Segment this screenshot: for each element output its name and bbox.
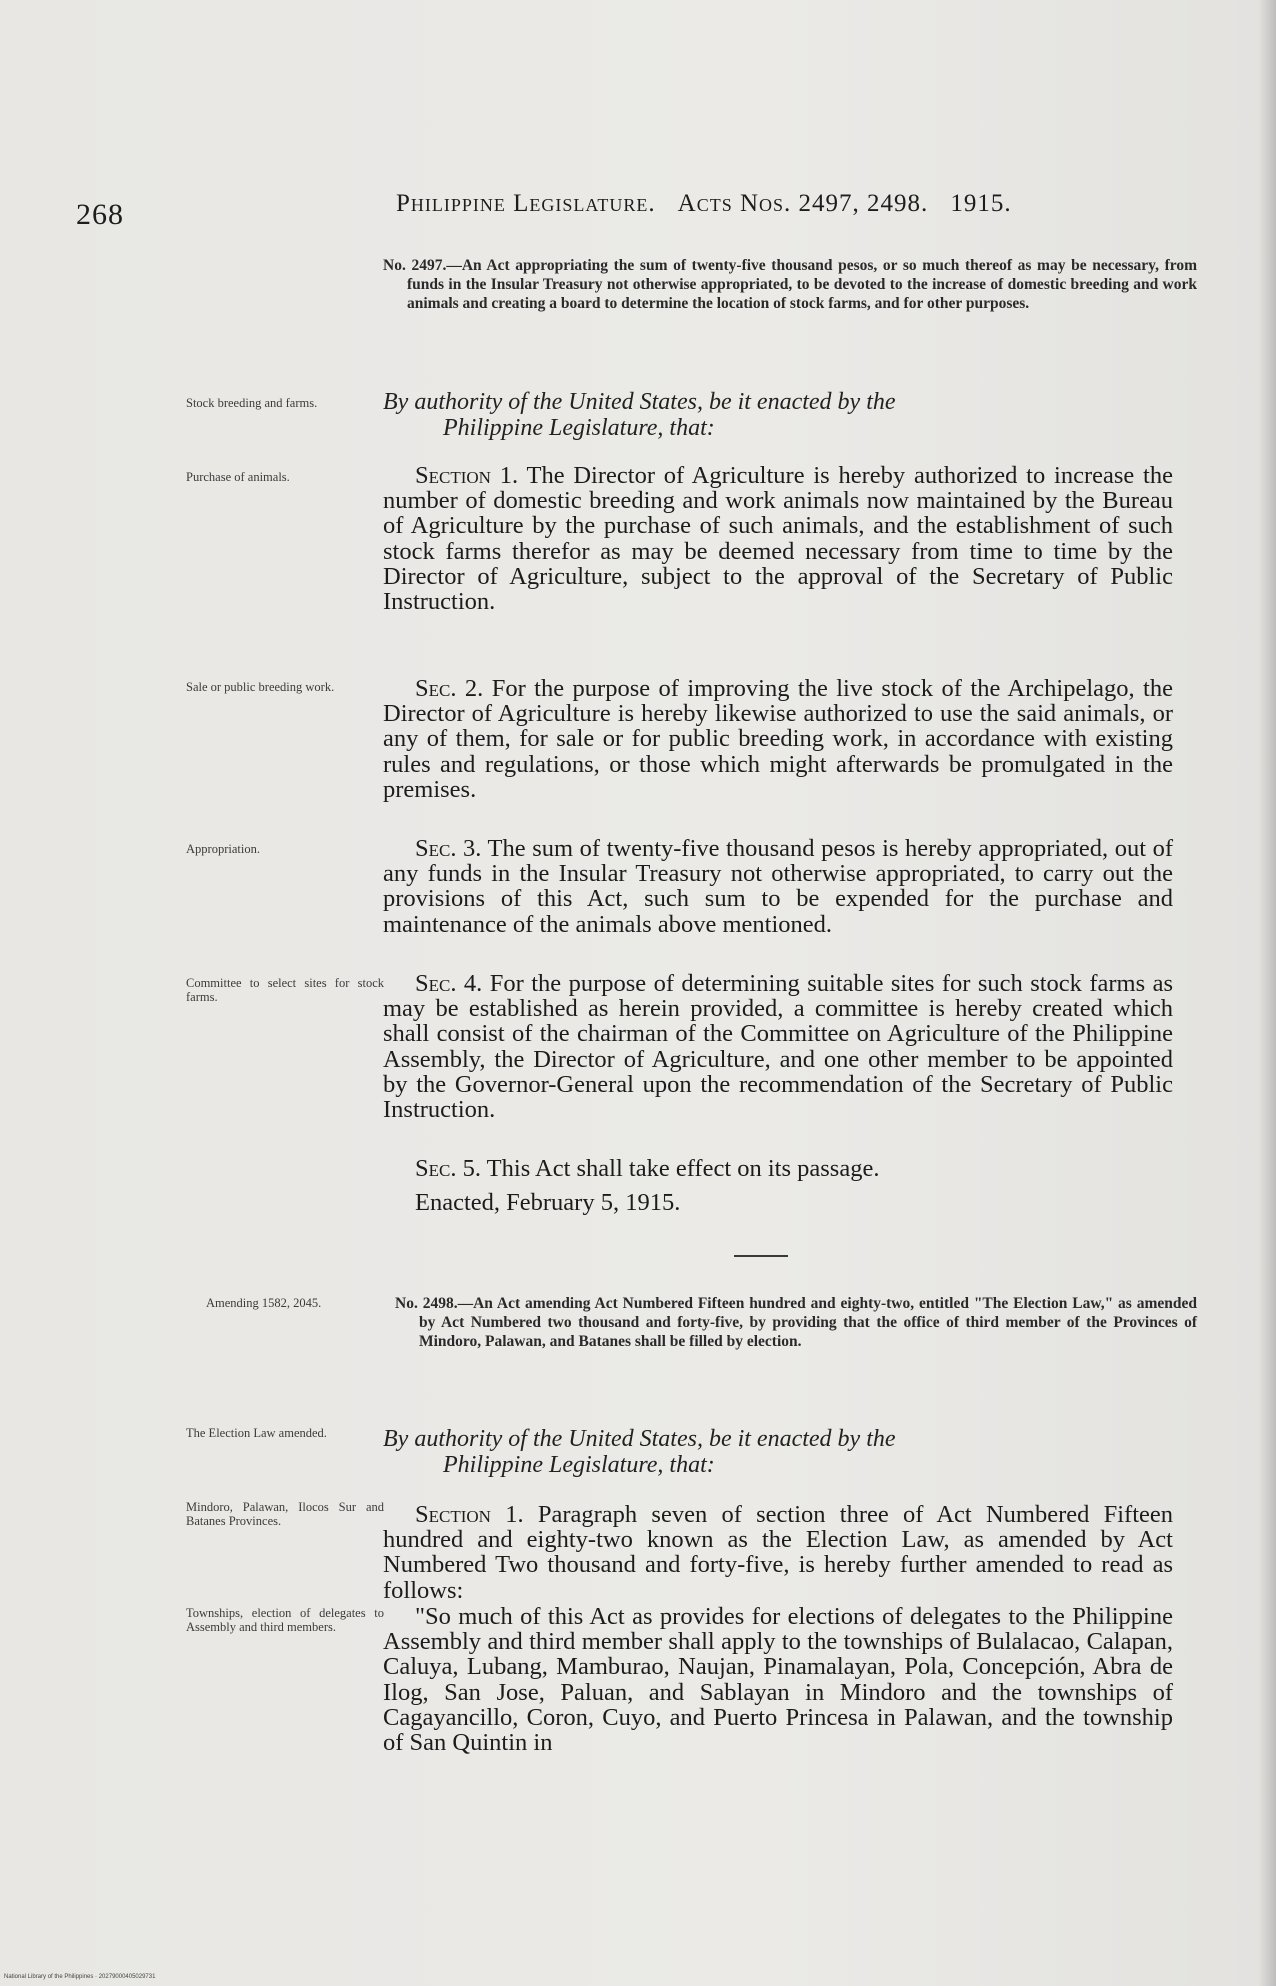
section-2-lead: Sec. 2. bbox=[415, 675, 484, 702]
scan-footer-label: National Library of the Philippines · 20279000405029731 bbox=[4, 1974, 156, 1980]
margin-note-appropriation: Appropriation. bbox=[186, 842, 260, 856]
enacting-line-2: Philippine Legislature, that: bbox=[443, 1452, 715, 1478]
margin-note-stock-breeding: Stock breeding and farms. bbox=[186, 396, 318, 410]
act-2497-title-text: —An Act appropriating the sum of twenty-five thousand pesos, or so much thereof as may be necessary, from funds in the Insular Treasury not otherwise appropriated, to be devoted to the increase of domestic breeding and work animals and creating a board to determine the location of stock farms, and for other purposes. bbox=[407, 257, 1197, 312]
margin-note-election-law: The Election Law amended. bbox=[186, 1426, 327, 1440]
enacting-line-1: By authority of the United States, be it enacted by the bbox=[383, 1426, 896, 1452]
margin-note-committee: Committee to select sites for stock farms. bbox=[186, 976, 384, 1004]
running-head-year: 1915. bbox=[950, 190, 1012, 217]
act-2498-number: No. 2498. bbox=[395, 1295, 458, 1312]
margin-note-provinces: Mindoro, Palawan, Ilocos Sur and Batanes Provinces. bbox=[186, 1500, 384, 1528]
act-2498-section-1 bbox=[383, 1502, 1173, 1603]
running-head-legislature: Philippine Legislature. bbox=[396, 190, 656, 217]
act-2497-title bbox=[383, 256, 1197, 313]
enacting-line-2: Philippine Legislature, that: bbox=[443, 415, 715, 441]
section-1-text: The Director of Agriculture is hereby authorized to increase the number of domestic breeding and work animals now maintained by the Bureau of Agriculture by the purchase of such animals, and the establishment of such stock farms therefor as may be deemed necessary from time to time by the Director of Agriculture, subject to the approval of the Secretary of Public Instruction. bbox=[383, 462, 1173, 616]
page-number: 268 bbox=[76, 198, 124, 231]
section-1-lead: Section 1. bbox=[415, 462, 519, 489]
section-3-text: The sum of twenty-five thousand pesos is hereby appropriated, out of any funds in the Insular Treasury not otherwise appropriated, to carry out the provisions of this Act, such sum to be expended for the purchase and maintenance of the animals above mentioned. bbox=[383, 835, 1173, 938]
act-2498-title bbox=[395, 1294, 1197, 1351]
margin-note-townships: Townships, election of delegates to Assembly and third members. bbox=[186, 1606, 384, 1634]
act-2497-section-2 bbox=[383, 676, 1173, 802]
section-1-text: Paragraph seven of section three of Act Numbered Fifteen hundred and eighty-two known as the Election Law, as amended by Act Numbered Two thousand and forty-five, is hereby further amended to read as follows: bbox=[383, 1501, 1174, 1604]
act-2497-enacting-clause bbox=[383, 389, 1173, 441]
page-edge-shadow bbox=[1258, 0, 1276, 1986]
margin-note-sale: Sale or public breeding work. bbox=[186, 680, 335, 694]
section-2-text: For the purpose of improving the live stock of the Archipelago, the Director of Agriculture is hereby likewise authorized to use the said animals, or any of them, for sale or for public breeding work, in accordance with existing rules and regulations, or those which might afterwards be promulgated in the premises. bbox=[383, 675, 1173, 803]
section-5-text: This Act shall take effect on its passage. bbox=[480, 1155, 880, 1182]
running-head bbox=[396, 190, 1196, 218]
act-2498-quoted-paragraph: "So much of this Act as provides for elections of delegates to the Philippine Assembly and third member shall apply to the townships of Bulalacao, Calapan, Caluya, Lubang, Mamburao, Naujan, Pinamalayan, Pola, Concepción, Abra de Ilog, San Jose, Paluan, and Sablayan in Mindoro and the townships of Cagayancillo, Coron, Cuyo, and Puerto Princesa in Palawan, and the township of San Quintin in bbox=[383, 1603, 1173, 1757]
section-divider bbox=[734, 1255, 788, 1257]
act-2498-title-text: —An Act amending Act Numbered Fifteen hundred and eighty-two, entitled "The Election Law," as amended by Act Numbered two thousand and forty-five, by providing that the office of third member of the Provinces of Mindoro, Palawan, and Batanes shall be filled by election. bbox=[419, 1295, 1197, 1350]
act-2497-section-1 bbox=[383, 463, 1173, 614]
section-4-text: For the purpose of determining suitable sites for such stock farms as may be established as herein provided, a committee is hereby created which shall consist of the chairman of the Committee on Agriculture of the Philippine Assembly, the Director of Agriculture, and one other member to be appointed by the Governor-General upon the recommendation of the Secretary of Public Instruction. bbox=[383, 970, 1173, 1124]
act-2498-enacting-clause bbox=[383, 1426, 1173, 1478]
act-2497-number: No. 2497. bbox=[383, 257, 447, 274]
enacting-line-1: By authority of the United States, be it enacted by the bbox=[383, 389, 896, 415]
section-3-lead: Sec. 3. bbox=[415, 835, 482, 862]
section-5-lead: Sec. 5. bbox=[415, 1155, 481, 1182]
running-head-acts: Acts Nos. 2497, 2498. bbox=[677, 190, 929, 217]
act-2497-section-4 bbox=[383, 971, 1173, 1122]
act-2497-section-5 bbox=[383, 1156, 1173, 1181]
act-2497-section-3 bbox=[383, 836, 1173, 937]
act-2497-enacted-date: Enacted, February 5, 1915. bbox=[415, 1189, 681, 1216]
margin-note-purchase: Purchase of animals. bbox=[186, 470, 290, 484]
section-4-lead: Sec. 4. bbox=[415, 970, 483, 997]
section-1-lead: Section 1. bbox=[415, 1501, 524, 1528]
margin-note-amending: Amending 1582, 2045. bbox=[206, 1296, 322, 1310]
